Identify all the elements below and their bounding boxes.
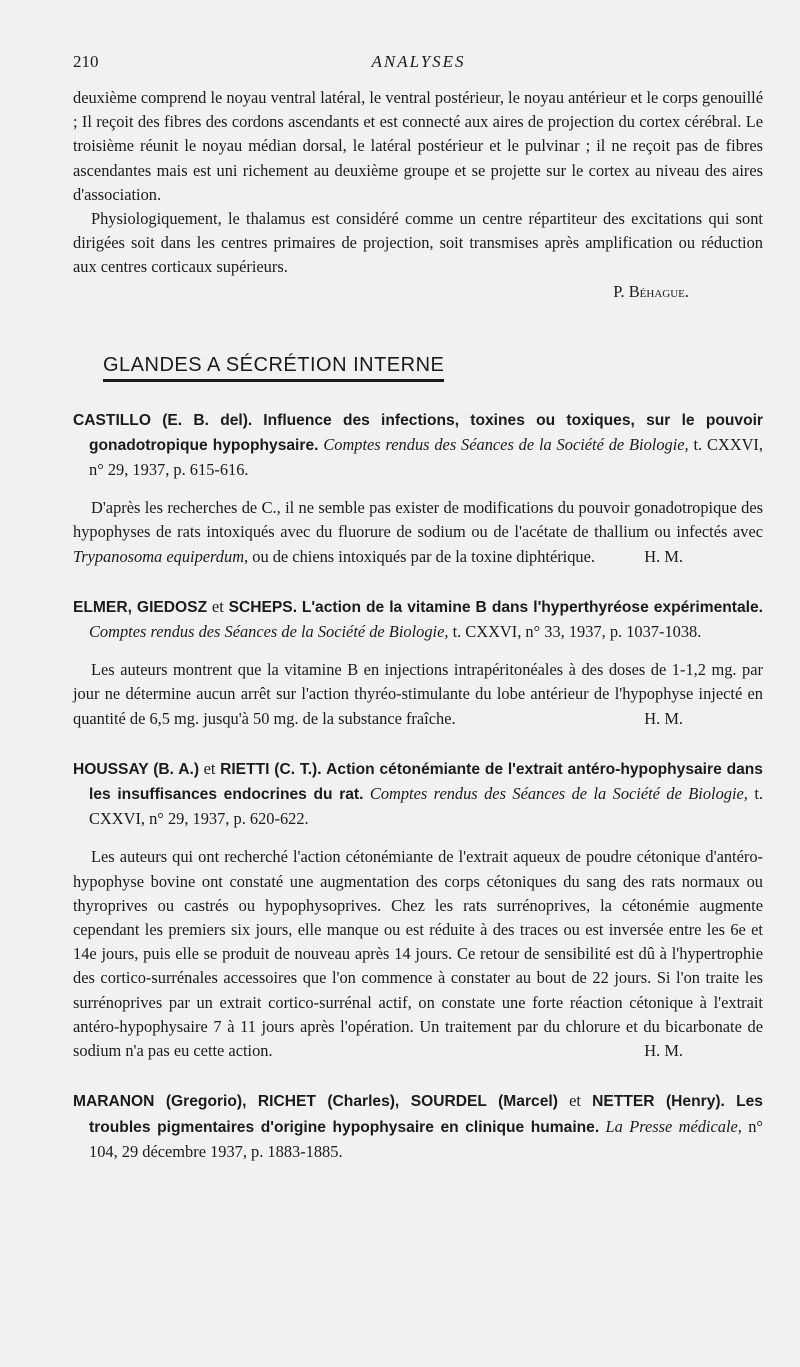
entry-authors-secondary: SCHEPS. — [228, 598, 298, 616]
entry-authors: MARANON (Gregorio), RICHET (Charles), SOURDEL (Marcel) — [73, 1093, 558, 1111]
entry-citation: n° 104, 29 décembre 1937, p. 1883-1885. — [89, 1116, 763, 1161]
entry-reference — [73, 408, 763, 483]
entry-summary: Les auteurs montrent que la vitamine B en injections intrapéritonéales à des doses de 1-1,2 mg. par jour ne détermine aucun arrêt sur l'action thyréo-stimulante du lobe antérieur de l'hypophyse injecté en quantité de 6,5 mg. jusqu'à 50 mg. de la substance fraîche. H. M. — [73, 658, 763, 731]
entry-summary: D'après les recherches de C., il ne semble pas exister de modifications du pouvoir gonadotropique des hypophyses de rats intoxiqués avec du fluorure de sodium ou de l'acétate de thallium ou infectés avec Trypanosoma equiperdum, ou de chiens intoxiqués par de la toxine diphtérique. H. M. — [73, 496, 763, 569]
entry-connector: et — [211, 596, 224, 616]
entry-journal: Comptes rendus des Séances de la Société de Biologie, — [323, 434, 689, 454]
running-title: ANALYSES — [371, 52, 466, 71]
entry-journal: Comptes rendus des Séances de la Société de Biologie, — [89, 622, 449, 642]
page-body — [73, 86, 763, 1164]
entry-reference — [73, 595, 763, 644]
entry-citation: t. CXXVI, n° 29, 1937, p. 615-616. — [89, 434, 763, 480]
entry-journal: Comptes rendus des Séances de la Société de Biologie, — [369, 784, 748, 804]
bibliographic-entry — [73, 595, 763, 731]
entry-authors-secondary: NETTER (Henry). — [592, 1093, 725, 1111]
bibliographic-entry — [73, 1089, 763, 1164]
intro-paragraph: Physiologiquement, le thalamus est considéré comme un centre répartiteur des excitations qui sont dirigées soit dans les centres primaires de projection, soit transmises après amplification ou réduction aux centres corticaux supérieurs. — [73, 209, 763, 277]
entry-title: L'action de la vitamine B dans l'hyperthyréose expérimentale. — [301, 598, 763, 616]
entry-title: Les troubles pigmentaires d'origine hypophysaire en clinique humaine. — [89, 1093, 763, 1136]
bibliographic-entry — [73, 757, 763, 1063]
entry-title: Influence des infections, toxines ou toxiques, sur le pouvoir gonadotropique hypophysaire. — [89, 411, 763, 454]
intro-paragraph: deuxième comprend le noyau ventral latéral, le ventral postérieur, le noyau antérieur et le corps genouillé ; Il reçoit des fibres des cordons ascendants et est connecté aux aires de projection du cortex cérébral. Le troisième réunit le noyau médian dorsal, le latéral postérieur et le pulvinar ; il ne reçoit pas de fibres ascendantes mais est uni richement au deuxième groupe et se projette sur le cortex au niveau des aires d'association. — [73, 88, 763, 204]
entry-authors: HOUSSAY (B. A.) — [73, 760, 200, 778]
entry-initials: H. M. — [644, 708, 683, 728]
entry-reference — [73, 757, 763, 832]
entry-authors: CASTILLO (E. B. del). — [73, 411, 253, 429]
entry-citation: t. CXXVI, n° 33, 1937, p. 1037-1038. — [452, 622, 702, 642]
section-title: GLANDES A SÉCRÉTION INTERNE — [103, 354, 444, 382]
entry-initials: H. M. — [644, 1041, 683, 1061]
entry-citation: t. CXXVI, n° 29, 1937, p. 620-622. — [89, 784, 763, 829]
page-header — [73, 52, 764, 76]
entry-summary: Les auteurs qui ont recherché l'action cétonémiante de l'extrait aqueux de poudre cétonique d'antéro-hypophyse bovine ont constaté une augmentation des corps cétoniques du sang des rats normaux ou thyroprives ou castrés ou hypophysoprives. Chez les rats surrénoprives, la cétonémie augmente cependant les premiers six jours, elle manque ou est réduite à des traces ou est inversée entre les 6e et 14e jours, puis elle se produit de nouveau après 14 jours. Ce retour de sensibilité est dû à l'hypertrophie des cortico-surrénales accessoires que l'on commence à constater au bout de 22 jours. Si l'on traite les surrénoprives par un extrait cortico-surrénal actif, on constate une forte réaction cétonique à l'extrait antéro-hypophysaire 7 à 11 jours après l'opération. Un traitement par du chlorure et du bicarbonate de sodium n'a pas eu cette action. H. M. — [73, 845, 763, 1063]
entry-authors-secondary: RIETTI (C. T.). — [220, 760, 322, 778]
entry-title: Action cétonémiante de l'extrait antéro-hypophysaire dans les insuffisances endocrines du rat. — [89, 760, 763, 804]
entry-connector: et — [203, 758, 216, 778]
bibliographic-entry — [73, 408, 763, 569]
entry-initials: H. M. — [644, 546, 683, 566]
review-signature: P. Béhague. — [613, 281, 689, 301]
entry-journal: La Presse médicale, — [605, 1116, 742, 1136]
entry-authors: ELMER, GIEDOSZ — [73, 598, 208, 616]
entry-connector: et — [569, 1091, 581, 1111]
page-number: 210 — [73, 52, 99, 71]
entry-reference — [73, 1089, 763, 1164]
